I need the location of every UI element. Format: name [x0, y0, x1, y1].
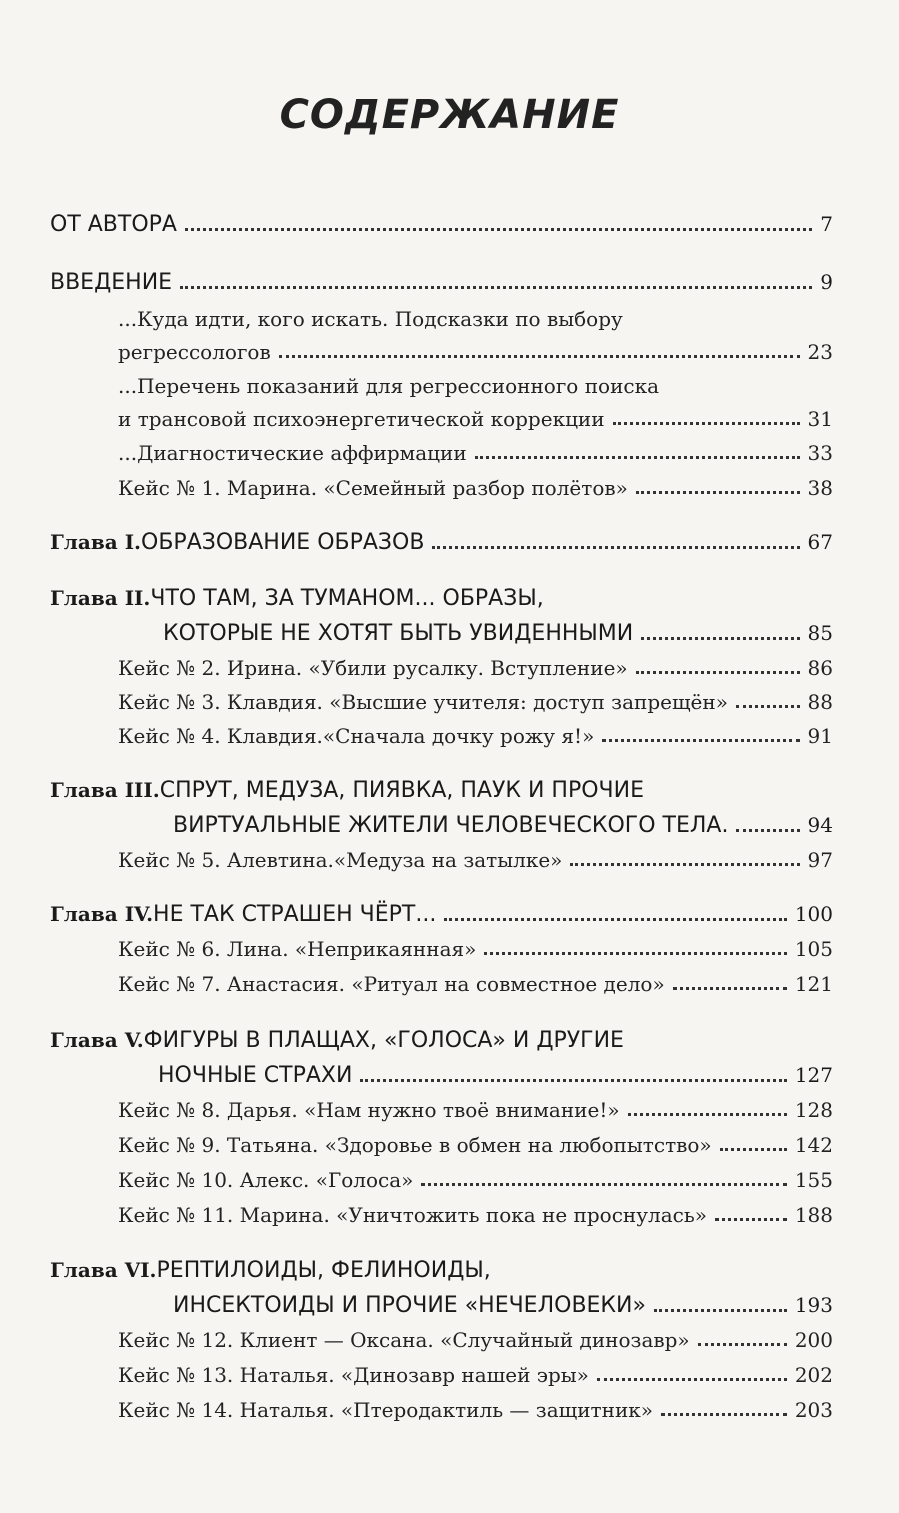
toc-line	[118, 340, 833, 364]
toc-line	[50, 212, 833, 237]
page-number: 86	[807, 656, 833, 680]
dot-leader	[698, 1343, 787, 1346]
page-number: 85	[807, 621, 833, 645]
page-number: 155	[794, 1168, 833, 1192]
toc-line	[50, 902, 833, 927]
toc-entry-title: ...Куда идти, кого искать. Подсказки по выбору	[118, 307, 623, 331]
toc-line	[118, 441, 833, 465]
toc-entry-title: Кейс № 4. Клавдия.«Сначала дочку рожу я!»	[118, 724, 595, 748]
dot-leader	[570, 863, 799, 866]
dot-leader	[636, 491, 800, 494]
page-number: 67	[807, 530, 833, 554]
toc-entry-title: СПРУТ, МЕДУЗА, ПИЯВКА, ПАУК И ПРОЧИЕ	[159, 778, 644, 803]
chapter-prefix: Глава V.	[50, 1028, 144, 1052]
dot-leader	[613, 422, 800, 425]
toc-line	[118, 724, 833, 748]
dot-leader	[421, 1183, 786, 1186]
toc-line	[118, 407, 833, 431]
toc-line	[118, 1328, 833, 1352]
dot-leader	[475, 456, 800, 459]
toc-entry-title: Кейс № 11. Марина. «Уничтожить пока не проснулась»	[118, 1203, 707, 1227]
page-number: 200	[794, 1328, 833, 1352]
toc-line	[118, 937, 833, 961]
toc-entry-title: Кейс № 3. Клавдия. «Высшие учителя: доступ запрещён»	[118, 690, 728, 714]
toc-entry-title: Кейс № 9. Татьяна. «Здоровье в обмен на любопытство»	[118, 1133, 712, 1157]
toc-entry-title: Кейс № 2. Ирина. «Убили русалку. Вступление»	[118, 656, 628, 680]
toc-entry-title: ОБРАЗОВАНИЕ ОБРАЗОВ	[141, 530, 425, 555]
toc-entry-title: ИНСЕКТОИДЫ И ПРОЧИЕ «НЕЧЕЛОВЕКИ»	[173, 1293, 646, 1318]
toc-entry-title: Кейс № 6. Лина. «Неприкаянная»	[118, 937, 477, 961]
toc-entry-title: и трансовой психоэнергетической коррекции	[118, 407, 605, 431]
dot-leader	[484, 952, 786, 955]
toc-line	[118, 1363, 833, 1387]
toc-entry-title: Кейс № 5. Алевтина.«Медуза на затылке»	[118, 848, 563, 872]
toc-line	[118, 1168, 833, 1192]
toc-entry-title: ФИГУРЫ В ПЛАЩАХ, «ГОЛОСА» И ДРУГИЕ	[143, 1028, 624, 1053]
dot-leader	[673, 987, 787, 990]
toc-entry-title: ЧТО ТАМ, ЗА ТУМАНОМ... ОБРАЗЫ,	[150, 586, 544, 611]
toc-line	[118, 690, 833, 714]
page-number: 94	[807, 813, 833, 837]
toc-line	[118, 848, 833, 872]
dot-leader	[715, 1218, 787, 1221]
chapter-prefix: Глава II.	[50, 586, 151, 610]
toc-line	[118, 307, 833, 331]
toc-line	[118, 1098, 833, 1122]
page-number: 128	[794, 1098, 833, 1122]
page-number: 105	[794, 937, 833, 961]
page-number: 97	[807, 848, 833, 872]
page-number: 9	[820, 270, 833, 294]
toc-line	[50, 586, 833, 611]
toc-line	[118, 1398, 833, 1422]
toc-line	[173, 813, 833, 838]
dot-leader	[185, 228, 812, 231]
toc-entry-title: ОТ АВТОРА	[50, 212, 177, 237]
toc-entry-title: НЕ ТАК СТРАШЕН ЧЁРТ...	[153, 902, 437, 927]
toc-entry-title: регрессологов	[118, 340, 271, 364]
page-number: 202	[794, 1363, 833, 1387]
toc-entry-title: КОТОРЫЕ НЕ ХОТЯТ БЫТЬ УВИДЕННЫМИ	[163, 621, 634, 646]
dot-leader	[444, 918, 786, 921]
toc-line	[50, 1028, 833, 1053]
page-number: 142	[794, 1133, 833, 1157]
toc-entry-title: Кейс № 14. Наталья. «Птеродактиль — защитник»	[118, 1398, 654, 1422]
page-number: 203	[794, 1398, 833, 1422]
page-number: 127	[794, 1063, 833, 1087]
dot-leader	[641, 637, 799, 640]
dot-leader	[279, 355, 800, 358]
toc-entry-title: ВИРТУАЛЬНЫЕ ЖИТЕЛИ ЧЕЛОВЕЧЕСКОГО ТЕЛА.	[173, 813, 729, 838]
dot-leader	[628, 1113, 787, 1116]
toc-line	[50, 530, 833, 555]
toc-line	[118, 1133, 833, 1157]
toc-line	[163, 621, 833, 646]
toc-line	[118, 374, 833, 398]
dot-leader	[636, 671, 800, 674]
dot-leader	[736, 829, 799, 832]
toc-entry-title: Кейс № 8. Дарья. «Нам нужно твоё внимание!»	[118, 1098, 620, 1122]
page-number: 88	[807, 690, 833, 714]
toc-line	[50, 778, 833, 803]
toc-entry-title: Кейс № 7. Анастасия. «Ритуал на совместное дело»	[118, 972, 665, 996]
chapter-prefix: Глава IV.	[50, 902, 154, 926]
page-number: 31	[807, 407, 833, 431]
page-number: 193	[794, 1293, 833, 1317]
dot-leader	[432, 546, 799, 549]
chapter-prefix: Глава III.	[50, 778, 160, 802]
toc-entry-title: Кейс № 1. Марина. «Семейный разбор полётов»	[118, 476, 628, 500]
dot-leader	[661, 1413, 787, 1416]
page-number: 91	[807, 724, 833, 748]
page-number: 100	[794, 902, 833, 926]
toc-entry-title: Кейс № 13. Наталья. «Динозавр нашей эры»	[118, 1363, 589, 1387]
dot-leader	[180, 286, 812, 289]
page-number: 188	[794, 1203, 833, 1227]
page-number: 38	[807, 476, 833, 500]
chapter-prefix: Глава I.	[50, 530, 142, 554]
toc-entry-title: НОЧНЫЕ СТРАХИ	[158, 1063, 353, 1088]
toc-entry-title: ВВЕДЕНИЕ	[50, 270, 173, 295]
page-title: СОДЕРЖАНИЕ	[279, 92, 620, 138]
dot-leader	[602, 739, 799, 742]
toc-entry-title: Кейс № 10. Алекс. «Голоса»	[118, 1168, 414, 1192]
toc-line	[50, 270, 833, 295]
toc-line	[118, 656, 833, 680]
toc-entry-title: ...Диагностические аффирмации	[118, 441, 467, 465]
toc-line	[118, 972, 833, 996]
page-number: 33	[807, 441, 833, 465]
page-number: 7	[820, 212, 833, 236]
toc-line	[50, 1258, 833, 1283]
chapter-prefix: Глава VI.	[50, 1258, 157, 1282]
dot-leader	[736, 705, 800, 708]
toc-entry-title: Кейс № 12. Клиент — Оксана. «Случайный динозавр»	[118, 1328, 690, 1352]
toc-line	[173, 1293, 833, 1318]
toc-line	[118, 476, 833, 500]
page-number: 121	[794, 972, 833, 996]
dot-leader	[597, 1378, 787, 1381]
toc-line	[118, 1203, 833, 1227]
toc-line	[158, 1063, 833, 1088]
dot-leader	[654, 1309, 787, 1312]
page-number: 23	[807, 340, 833, 364]
dot-leader	[360, 1079, 786, 1082]
toc-entry-title: ...Перечень показаний для регрессионного поиска	[118, 374, 660, 398]
toc-entry-title: РЕПТИЛОИДЫ, ФЕЛИНОИДЫ,	[156, 1258, 491, 1283]
dot-leader	[720, 1148, 787, 1151]
